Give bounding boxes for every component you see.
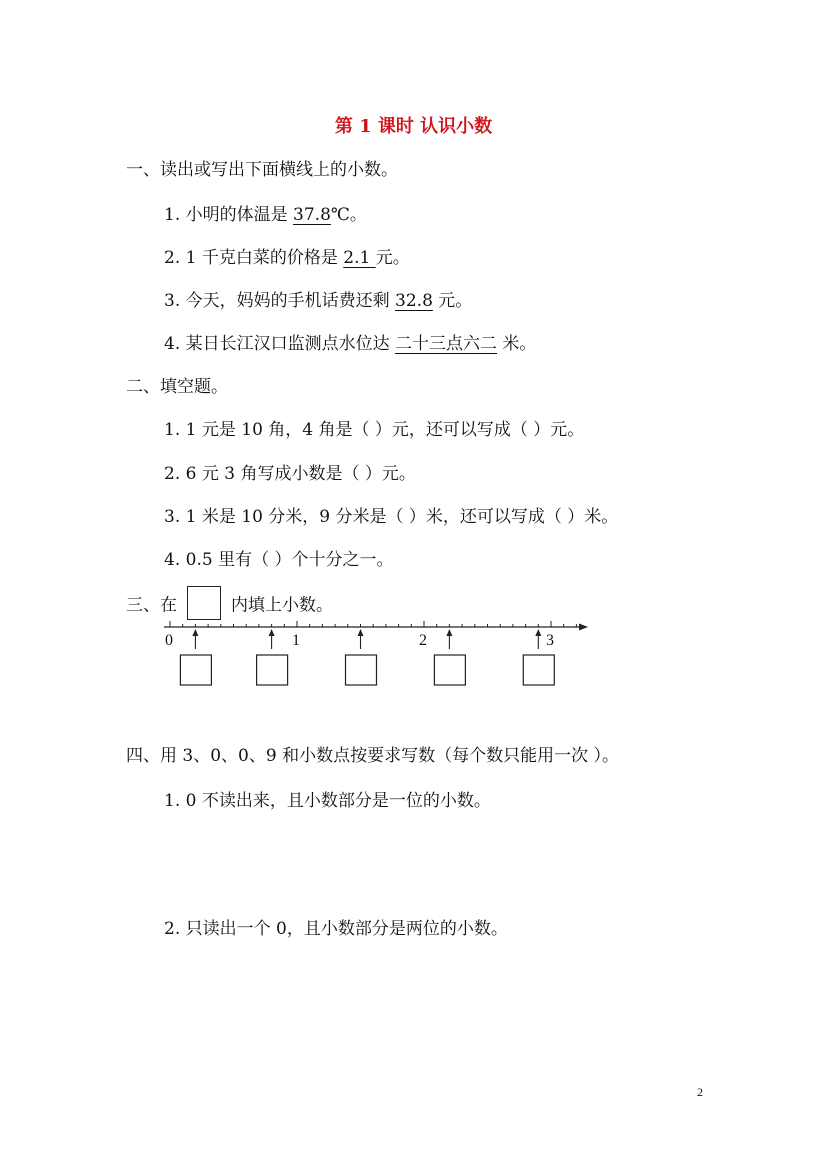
answer-box bbox=[523, 655, 554, 685]
number-line-pointer-head bbox=[192, 629, 198, 636]
s1-item-1-text: 1. 小明的体温是 bbox=[164, 205, 294, 225]
s2-item-4: 4. 0.5 里有（ ）个十分之一。 bbox=[164, 550, 394, 570]
s2-item-3: 3. 1 米是 10 分米，9 分米是（ ）米，还可以写成（ ）米。 bbox=[164, 507, 619, 527]
number-line bbox=[0, 615, 827, 695]
number-line-pointer-head bbox=[358, 629, 364, 636]
s1-item-1-suffix: ℃。 bbox=[330, 205, 367, 225]
number-line-pointer-head bbox=[535, 629, 541, 636]
number-line-label: 0 bbox=[165, 632, 173, 649]
s1-item-3-underlined: 32.8 bbox=[395, 291, 433, 311]
section-4-heading: 四、用 3、0、0、9 和小数点按要求写数（每个数只能用一次 ）。 bbox=[126, 746, 619, 766]
page-number: 2 bbox=[697, 1085, 703, 1099]
s1-item-4 bbox=[164, 329, 536, 354]
s1-item-4-text: 4. 某日长江汉口监测点水位达 bbox=[164, 334, 396, 354]
s1-item-1-underlined: 37.8 bbox=[293, 205, 331, 225]
section-3-heading-prefix: 三、在 bbox=[126, 595, 177, 616]
section-3-heading-suffix: 内填上小数。 bbox=[231, 595, 333, 616]
number-line-label: 2 bbox=[419, 632, 427, 649]
answer-box bbox=[257, 655, 288, 685]
s2-item-2: 2. 6 元 3 角写成小数是（ ）元。 bbox=[164, 464, 416, 484]
s1-item-2-suffix: 元。 bbox=[375, 248, 410, 268]
answer-box bbox=[346, 655, 377, 685]
number-line-arrowhead bbox=[579, 624, 588, 631]
s1-item-4-suffix: 米。 bbox=[497, 334, 537, 354]
s1-item-2-underlined: 2.1 bbox=[343, 248, 376, 268]
s1-item-4-underlined: 二十三点六二 bbox=[395, 334, 498, 354]
section-1-heading: 一、读出或写出下面横线上的小数。 bbox=[126, 160, 398, 180]
s4-item-2: 2. 只读出一个 0，且小数部分是两位的小数。 bbox=[164, 919, 508, 939]
s4-item-1: 1. 0 不读出来，且小数部分是一位的小数。 bbox=[164, 791, 491, 811]
number-line-label: 3 bbox=[546, 632, 554, 649]
number-line-pointer-head bbox=[446, 629, 452, 636]
answer-box bbox=[180, 655, 211, 685]
s1-item-3-suffix: 元。 bbox=[432, 291, 473, 311]
s1-item-2 bbox=[164, 243, 410, 268]
answer-box bbox=[434, 655, 465, 685]
number-line-pointer-head bbox=[269, 629, 275, 636]
s2-item-1: 1. 1 元是 10 角，4 角是（ ）元，还可以写成（ ）元。 bbox=[164, 420, 585, 440]
number-line-label: 1 bbox=[292, 632, 300, 649]
section-2-heading: 二、填空题。 bbox=[126, 377, 228, 397]
page-title: 第 1 课时 认识小数 bbox=[334, 116, 493, 137]
s1-item-3 bbox=[164, 286, 472, 311]
s1-item-3-text: 3. 今天，妈妈的手机话费还剩 bbox=[164, 291, 396, 311]
s1-item-2-text: 2. 1 千克白菜的价格是 bbox=[164, 248, 344, 268]
s1-item-1 bbox=[164, 200, 367, 225]
